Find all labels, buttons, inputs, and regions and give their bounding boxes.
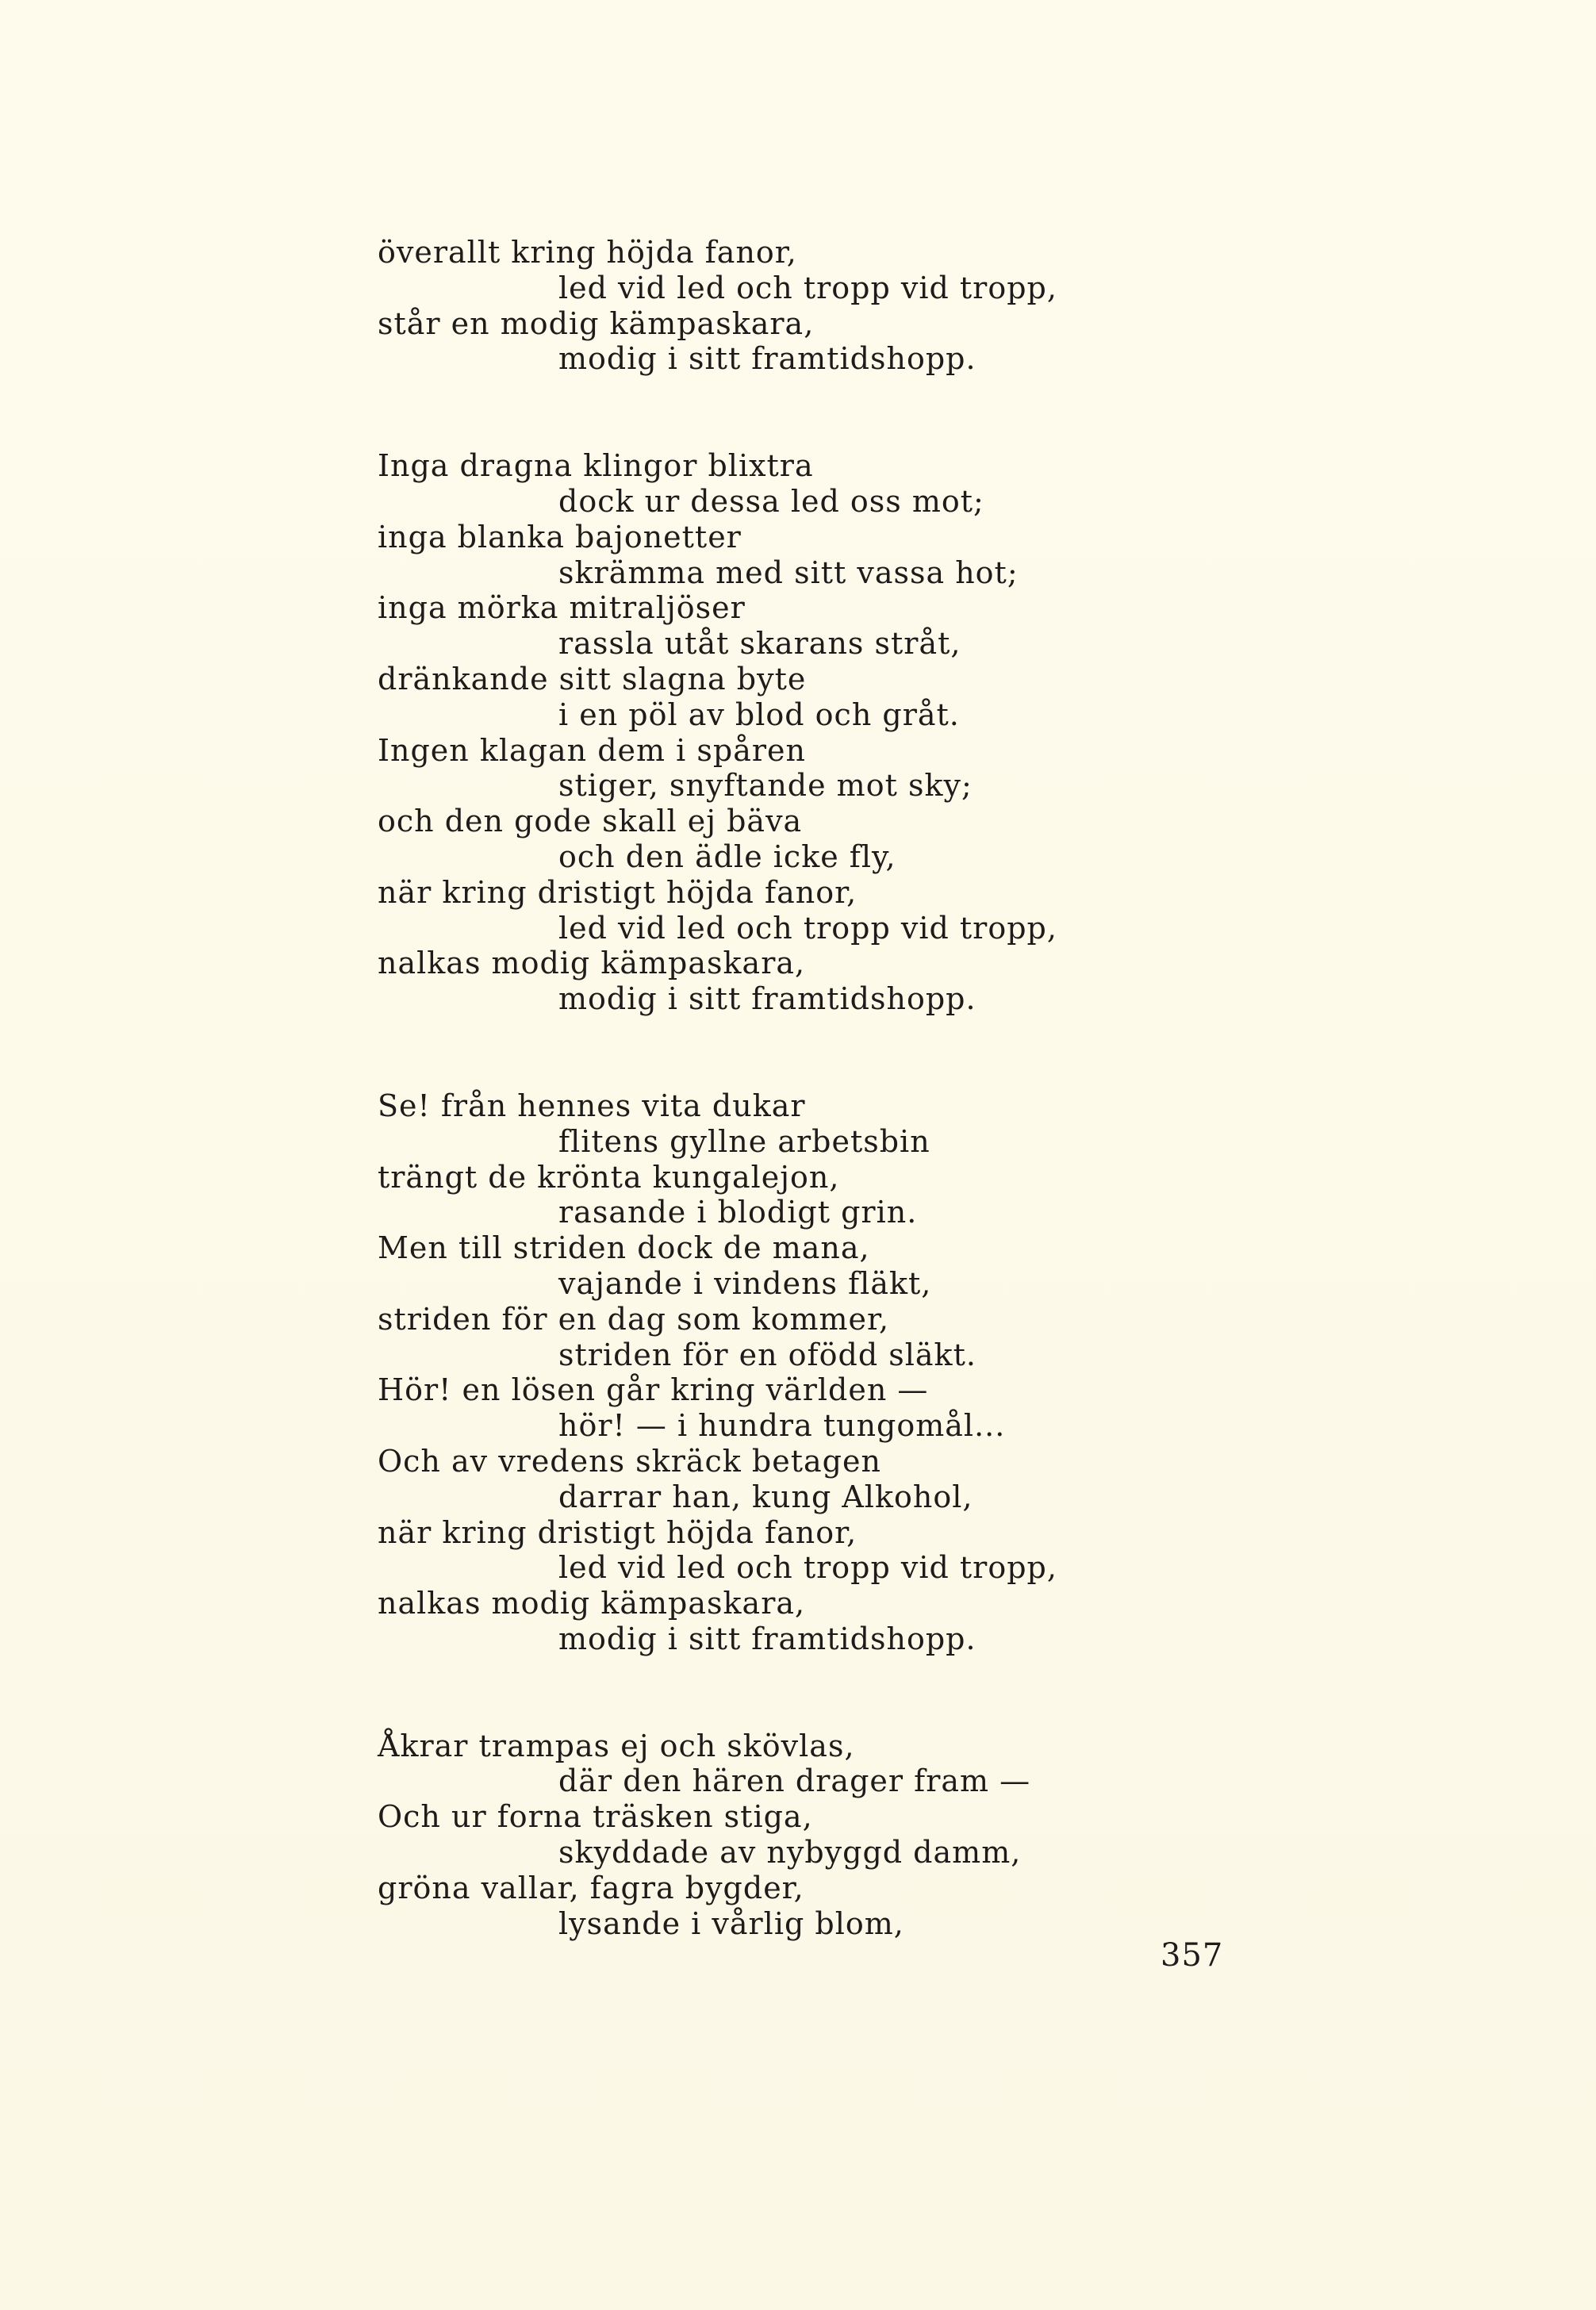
poem-line: Inga dragna klingor blixtra — [378, 448, 814, 484]
stanza — [378, 235, 1504, 377]
poem-line: står en modig kämpaskara, — [378, 305, 815, 341]
stanza — [378, 448, 1504, 1017]
poem-line: flitens gyllne arbetsbin — [558, 1123, 930, 1159]
poem-line: dränkande sitt slagna byte — [378, 661, 807, 696]
poem-line: modig i sitt framtidshopp. — [558, 981, 976, 1017]
stanza-gap — [378, 1657, 1504, 1729]
poem-line: darrar han, kung Alkohol, — [558, 1479, 973, 1514]
stanza — [378, 1729, 1504, 1942]
poem-line: led vid led och tropp vid tropp, — [558, 910, 1057, 946]
poem-line: modig i sitt framtidshopp. — [558, 341, 976, 377]
poem-line: striden för en ofödd släkt. — [558, 1337, 976, 1372]
poem-line: Se! från hennes vita dukar — [378, 1088, 806, 1123]
poem-line: och den gode skall ej bäva — [378, 804, 803, 839]
poem-line: skyddade av nybyggd damm, — [558, 1835, 1022, 1871]
poem-line: led vid led och tropp vid tropp, — [558, 1550, 1057, 1586]
poem-line: Och av vredens skräck betagen — [378, 1443, 881, 1479]
poem-line: inga blanka bajonetter — [378, 519, 742, 554]
poem-line: Hör! en lösen går kring världen — — [378, 1372, 929, 1408]
poem-line: och den ädle icke fly, — [558, 838, 896, 874]
poem-line: rassla utåt skarans stråt, — [558, 626, 961, 662]
poem-line: dock ur dessa led oss mot; — [558, 483, 984, 519]
poem-line: Och ur forna träsken stiga, — [378, 1799, 813, 1835]
poem-line: striden för en dag som kommer, — [378, 1301, 890, 1337]
poem-line: nalkas modig kämpaskara, — [378, 1586, 806, 1621]
page-number: 357 — [1161, 1937, 1224, 1974]
poem-line: skrämma med sitt vassa hot; — [558, 554, 1019, 590]
poem-line: överallt kring höjda fanor, — [378, 235, 797, 270]
poem-line: där den hären drager fram — — [558, 1763, 1031, 1799]
poem-line: när kring dristigt höjda fanor, — [378, 1514, 857, 1550]
stanza-gap — [378, 1017, 1504, 1088]
poem-line: Ingen klagan dem i spåren — [378, 732, 806, 768]
poem-line: gröna vallar, fagra bygder, — [378, 1870, 804, 1905]
poem-line: stiger, snyftande mot sky; — [558, 768, 973, 804]
poem-line: modig i sitt framtidshopp. — [558, 1621, 976, 1656]
poem-line: led vid led och tropp vid tropp, — [558, 270, 1057, 305]
poem-line: rasande i blodigt grin. — [558, 1195, 918, 1230]
poem-line: nalkas modig kämpaskara, — [378, 946, 806, 981]
stanza-gap — [378, 377, 1504, 448]
poem-line: inga mörka mitraljöser — [378, 590, 746, 626]
poem-line: Men till striden dock de mana, — [378, 1230, 870, 1266]
stanza — [378, 1088, 1504, 1657]
poem-line: trängt de krönta kungalejon, — [378, 1159, 840, 1195]
poem-line: i en pöl av blod och gråt. — [558, 696, 960, 732]
poem-line: när kring dristigt höjda fanor, — [378, 874, 857, 910]
poem-body — [378, 235, 1504, 1941]
poem-line: hör! — i hundra tungomål... — [558, 1408, 1006, 1444]
poem-line: Åkrar trampas ej och skövlas, — [378, 1728, 855, 1763]
poem-line: lysande i vårlig blom, — [558, 1905, 904, 1941]
poem-line: vajande i vindens fläkt, — [558, 1265, 932, 1301]
